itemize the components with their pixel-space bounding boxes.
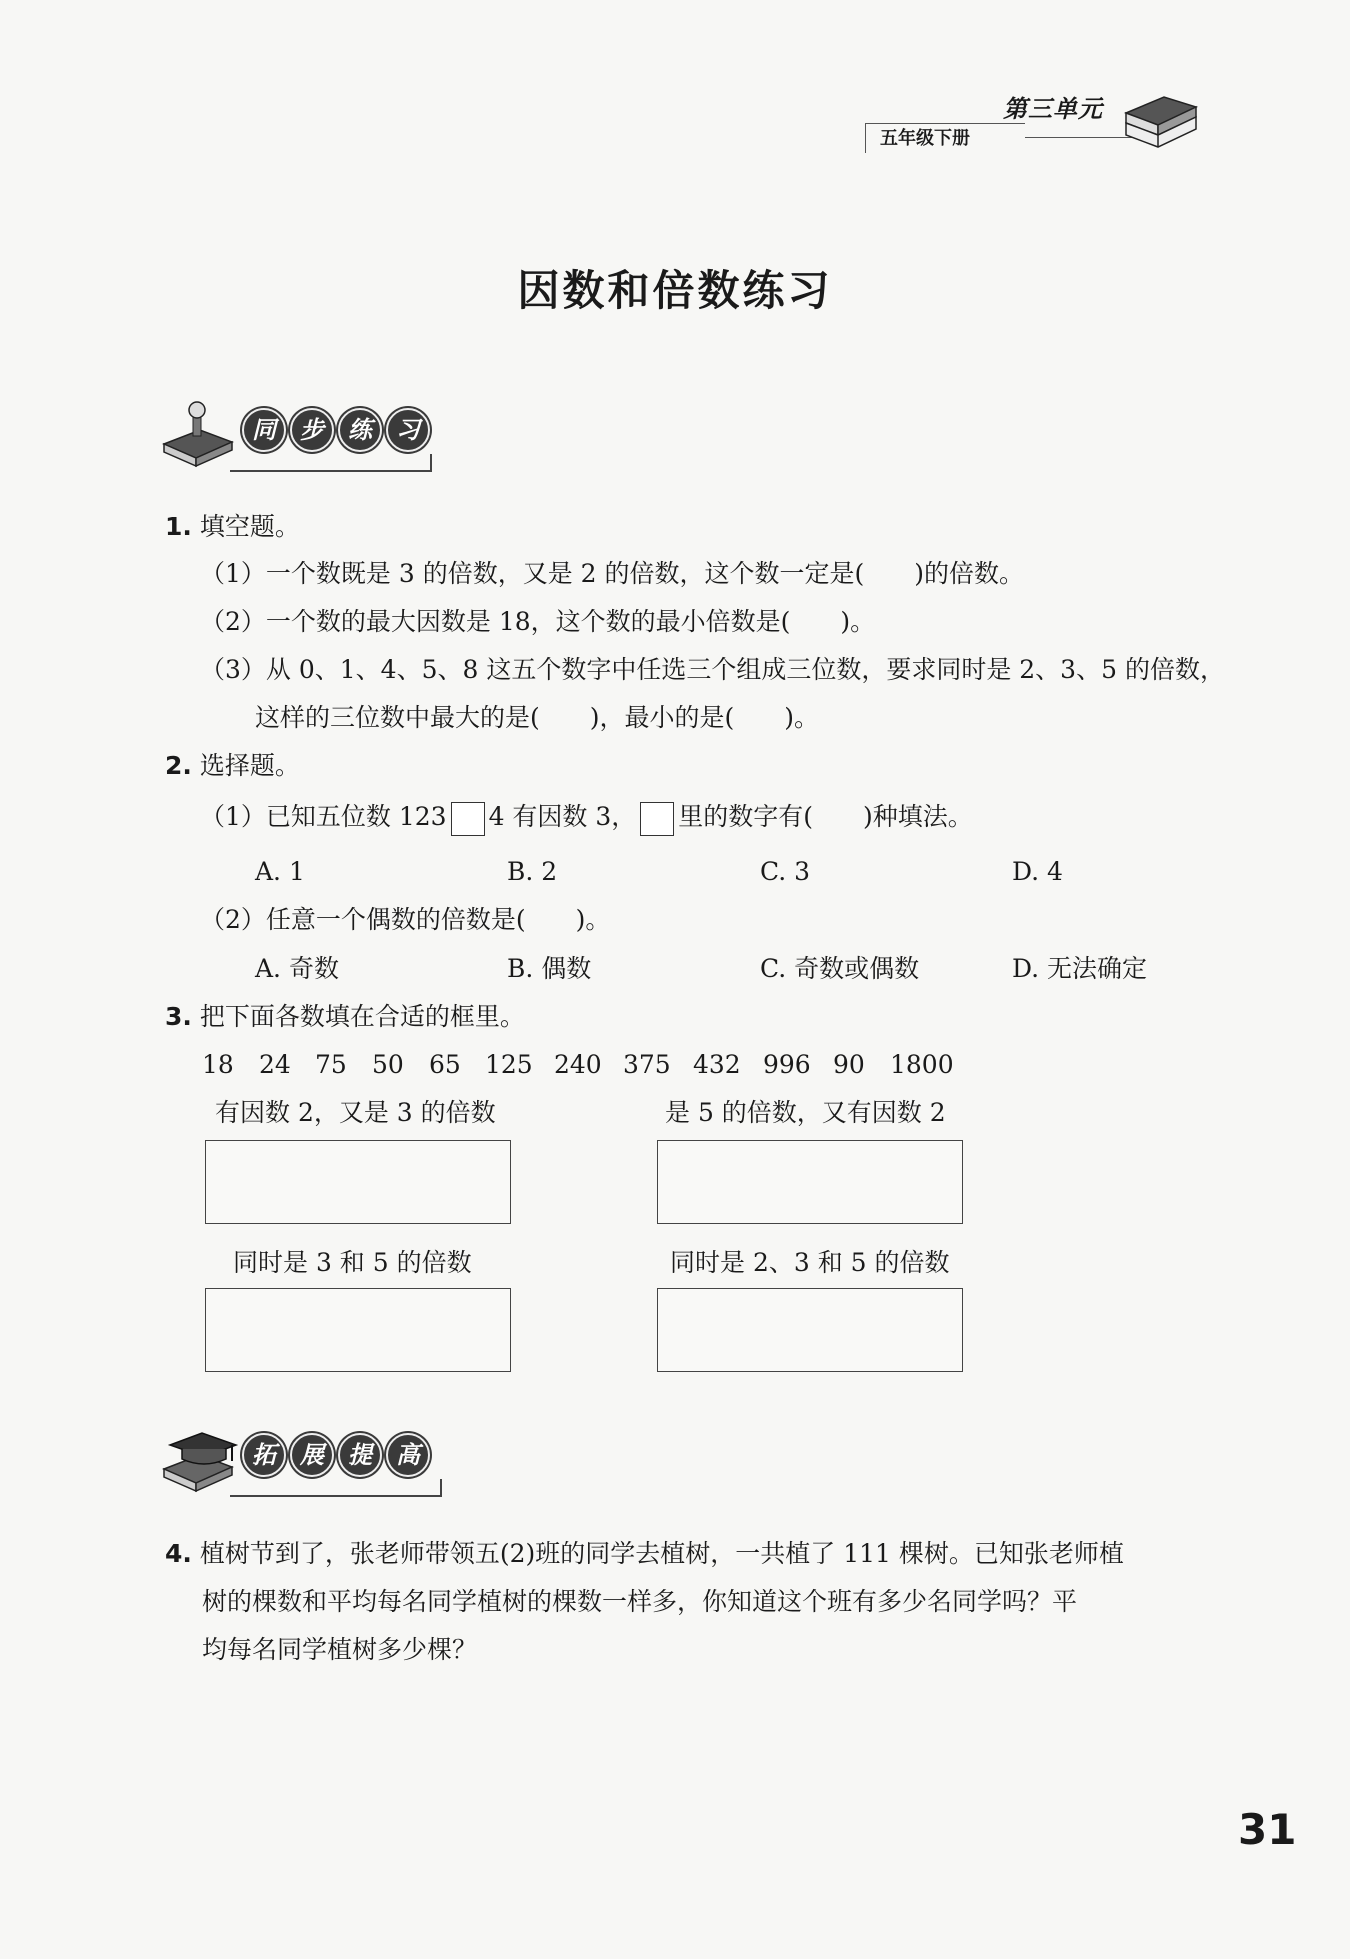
- badge-underline: [230, 454, 432, 472]
- badge-char: 展: [290, 1433, 334, 1477]
- q4-line1: 4. 植树节到了，张老师带领五(2)班的同学去植树，一共植了 111 棵树。已知张老师植: [165, 1539, 1124, 1568]
- unit-label: 第三单元: [1003, 95, 1103, 123]
- q1-part2: （2）一个数的最大因数是 18，这个数的最小倍数是( )。: [200, 607, 876, 636]
- answer-box-3[interactable]: [205, 1288, 511, 1372]
- q2-1-option-b[interactable]: B. 2: [507, 857, 558, 886]
- q1-stem: 1. 填空题。: [165, 512, 300, 541]
- q3-stem: 3. 把下面各数填在合适的框里。: [165, 1002, 525, 1031]
- q2-1-option-d[interactable]: D. 4: [1012, 857, 1063, 886]
- section-title-extension: [242, 1433, 430, 1477]
- badge-char: 高: [386, 1433, 430, 1477]
- number-item: 24: [259, 1050, 291, 1079]
- badge-char: 拓: [242, 1433, 286, 1477]
- number-item: 240: [554, 1050, 602, 1079]
- grade-label: 五年级下册: [865, 123, 1025, 153]
- blank-box[interactable]: [640, 802, 674, 836]
- page-number: 31: [1238, 1805, 1297, 1854]
- number-item: 75: [315, 1050, 347, 1079]
- q2-2-option-b[interactable]: B. 偶数: [507, 954, 592, 983]
- page-title: 因数和倍数练习: [517, 266, 833, 315]
- q2-2-option-a[interactable]: A. 奇数: [255, 954, 339, 983]
- box-label-1: 有因数 2，又是 3 的倍数: [215, 1098, 496, 1127]
- q2-1-option-c[interactable]: C. 3: [760, 857, 811, 886]
- number-item: 65: [429, 1050, 461, 1079]
- number-item: 375: [623, 1050, 671, 1079]
- box-label-2: 是 5 的倍数，又有因数 2: [665, 1098, 946, 1127]
- q3-number-list: [202, 1048, 982, 1082]
- badge-char: 练: [338, 408, 382, 452]
- number-item: 50: [372, 1050, 404, 1079]
- badge-char: 习: [386, 408, 430, 452]
- q2-2-option-c[interactable]: C. 奇数或偶数: [760, 954, 920, 983]
- lamp-books-icon: [160, 400, 240, 470]
- badge-char: 步: [290, 408, 334, 452]
- box-label-4: 同时是 2、3 和 5 的倍数: [670, 1248, 950, 1277]
- q1-part1: （1）一个数既是 3 的倍数，又是 2 的倍数，这个数一定是( )的倍数。: [200, 559, 1025, 588]
- number-item: 90: [833, 1050, 865, 1079]
- badge-char: 同: [242, 408, 286, 452]
- section-badge-practice: [160, 400, 440, 470]
- books-stack-icon: [1120, 83, 1200, 158]
- q2-part1: （1）已知五位数 123 4 有因数 3， 里的数字有( )种填法。: [200, 800, 973, 836]
- badge-underline: [230, 1479, 442, 1497]
- section-badge-extension: [160, 1425, 450, 1495]
- q2-part2: （2）任意一个偶数的倍数是( )。: [200, 905, 611, 934]
- q2-stem: 2. 选择题。: [165, 751, 300, 780]
- number-item: 996: [763, 1050, 811, 1079]
- number-item: 125: [485, 1050, 533, 1079]
- unit-header: [865, 85, 1205, 160]
- q4-line2: 树的棵数和平均每名同学植树的棵数一样多，你知道这个班有多少名同学吗？平: [202, 1587, 1078, 1616]
- badge-char: 提: [338, 1433, 382, 1477]
- q2-1-option-a[interactable]: A. 1: [255, 857, 305, 886]
- section-title-practice: [242, 408, 430, 452]
- number-item: 1800: [890, 1050, 954, 1079]
- answer-box-4[interactable]: [657, 1288, 963, 1372]
- q1-part3: （3）从 0、1、4、5、8 这五个数字中任选三个组成三位数，要求同时是 2、3、5 的倍数，: [200, 655, 1225, 684]
- number-item: 432: [693, 1050, 741, 1079]
- q4-line3: 均每名同学植树多少棵？: [202, 1635, 478, 1664]
- number-item: 18: [202, 1050, 234, 1079]
- answer-box-2[interactable]: [657, 1140, 963, 1224]
- q1-part3-cont: 这样的三位数中最大的是( )，最小的是( )。: [255, 703, 820, 732]
- box-label-3: 同时是 3 和 5 的倍数: [233, 1248, 472, 1277]
- q2-2-option-d[interactable]: D. 无法确定: [1012, 954, 1148, 983]
- blank-box[interactable]: [451, 802, 485, 836]
- answer-box-1[interactable]: [205, 1140, 511, 1224]
